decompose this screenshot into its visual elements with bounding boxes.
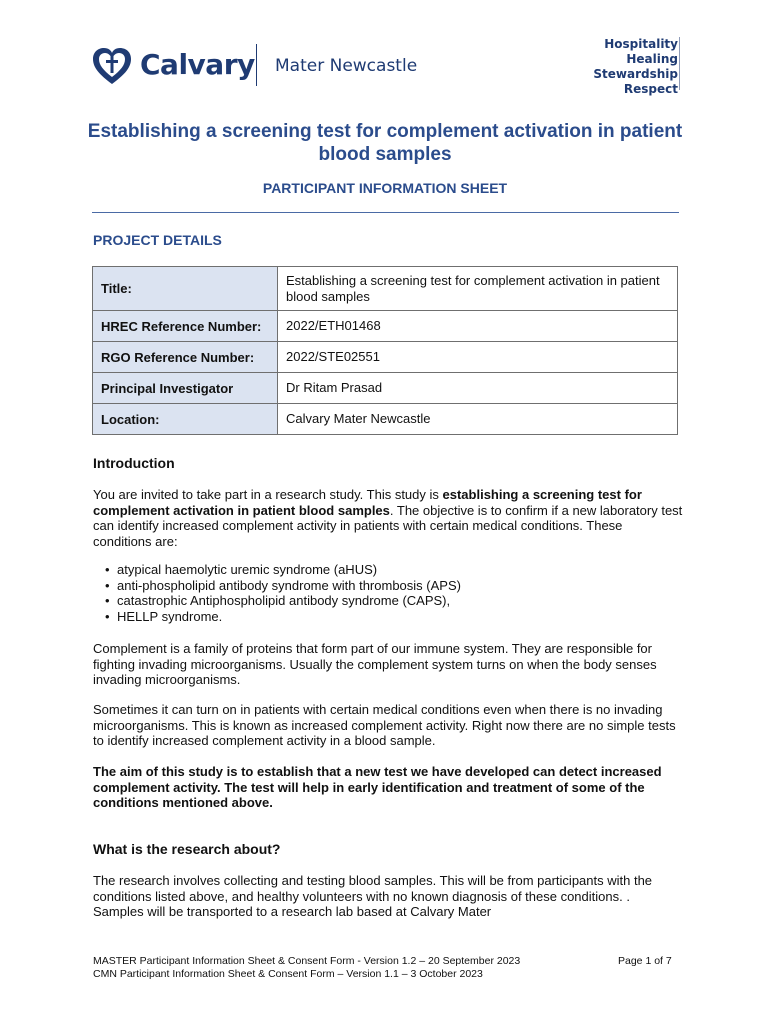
- page-number: Page 1 of 7: [618, 955, 672, 967]
- row-value: Dr Ritam Prasad: [278, 373, 678, 404]
- row-label: Title:: [93, 267, 278, 311]
- table-row: [93, 373, 678, 404]
- logo-divider: [256, 44, 257, 86]
- value-item: Respect: [623, 82, 678, 96]
- value-item: Stewardship: [593, 67, 678, 81]
- row-value: 2022/ETH01468: [278, 311, 678, 342]
- document-subtitle: PARTICIPANT INFORMATION SHEET: [262, 180, 508, 196]
- research-heading: What is the research about?: [93, 841, 281, 857]
- value-item: Hospitality: [604, 37, 678, 51]
- activity-paragraph: Sometimes it can turn on in patients with certain medical conditions even when there is no invading microorganisms. This is known as increased complement activity. Right now there are no simple tests to identify increased complement activity in a blood sample.: [93, 702, 676, 748]
- table-row: [93, 342, 678, 373]
- values-list: [593, 37, 678, 97]
- list-item: • HELLP syndrome.: [93, 609, 461, 625]
- values-divider: [679, 37, 680, 90]
- row-value: Establishing a screening test for complement activation in patient blood samples: [278, 267, 678, 311]
- footer-version-line: CMN Participant Information Sheet & Consent Form – Version 1.1 – 3 October 2023: [93, 968, 483, 980]
- table-row: [93, 404, 678, 435]
- heart-cross-logo-icon: [90, 44, 134, 88]
- project-details-table: [92, 266, 678, 435]
- footer-version-line: MASTER Participant Information Sheet & Consent Form - Version 1.2 – 20 September 2023: [93, 955, 521, 967]
- value-item: Healing: [626, 52, 678, 66]
- brand-name: Calvary: [140, 48, 255, 81]
- sub-brand-name: Mater Newcastle: [275, 56, 418, 76]
- document-title: Establishing a screening test for complement activation in patient blood samples: [87, 121, 683, 165]
- list-item: • atypical haemolytic uremic syndrome (aHUS): [93, 562, 461, 578]
- paragraph-text: . The objective is to confirm if a new laboratory test can identify increased complement activity in patients with certain medical conditions. These conditions are:: [93, 502, 683, 549]
- complement-paragraph: Complement is a family of proteins that form part of our immune system. They are responsible for fighting invading microorganisms. Usually the complement system turns on when the body senses invading microorganisms.: [93, 641, 657, 687]
- row-label: HREC Reference Number:: [93, 311, 278, 342]
- horizontal-rule: [92, 212, 679, 213]
- conditions-list: [93, 562, 461, 624]
- research-paragraph: The research involves collecting and testing blood samples. This will be from participants with the conditions listed above, and healthy volunteers with no known diagnosis of these conditions. . Samples will be transported to a research lab based at Calvary Mater: [93, 873, 653, 919]
- list-item: • anti-phospholipid antibody syndrome with thrombosis (APS): [93, 578, 461, 594]
- row-label: Location:: [93, 404, 278, 435]
- page-footer: [93, 955, 520, 981]
- list-item: • catastrophic Antiphospholipid antibody syndrome (CAPS),: [93, 593, 461, 609]
- introduction-paragraph: [93, 487, 683, 549]
- introduction-heading: Introduction: [93, 455, 175, 471]
- row-label: Principal Investigator: [93, 373, 278, 404]
- paragraph-text: You are invited to take part in a research study. This study is: [93, 487, 443, 502]
- calvary-logo: [90, 42, 450, 92]
- project-details-heading: PROJECT DETAILS: [93, 232, 222, 248]
- table-row: [93, 311, 678, 342]
- bold-text: establishing a screening test for complement activation in patient blood samples: [93, 487, 642, 518]
- row-value: 2022/STE02551: [278, 342, 678, 373]
- row-label: RGO Reference Number:: [93, 342, 278, 373]
- aim-paragraph: The aim of this study is to establish that a new test we have developed can detect increased complement activity. The test will help in early identification and treatment of some of the conditions mentioned above.: [93, 764, 662, 810]
- table-row: [93, 267, 678, 311]
- row-value: Calvary Mater Newcastle: [278, 404, 678, 435]
